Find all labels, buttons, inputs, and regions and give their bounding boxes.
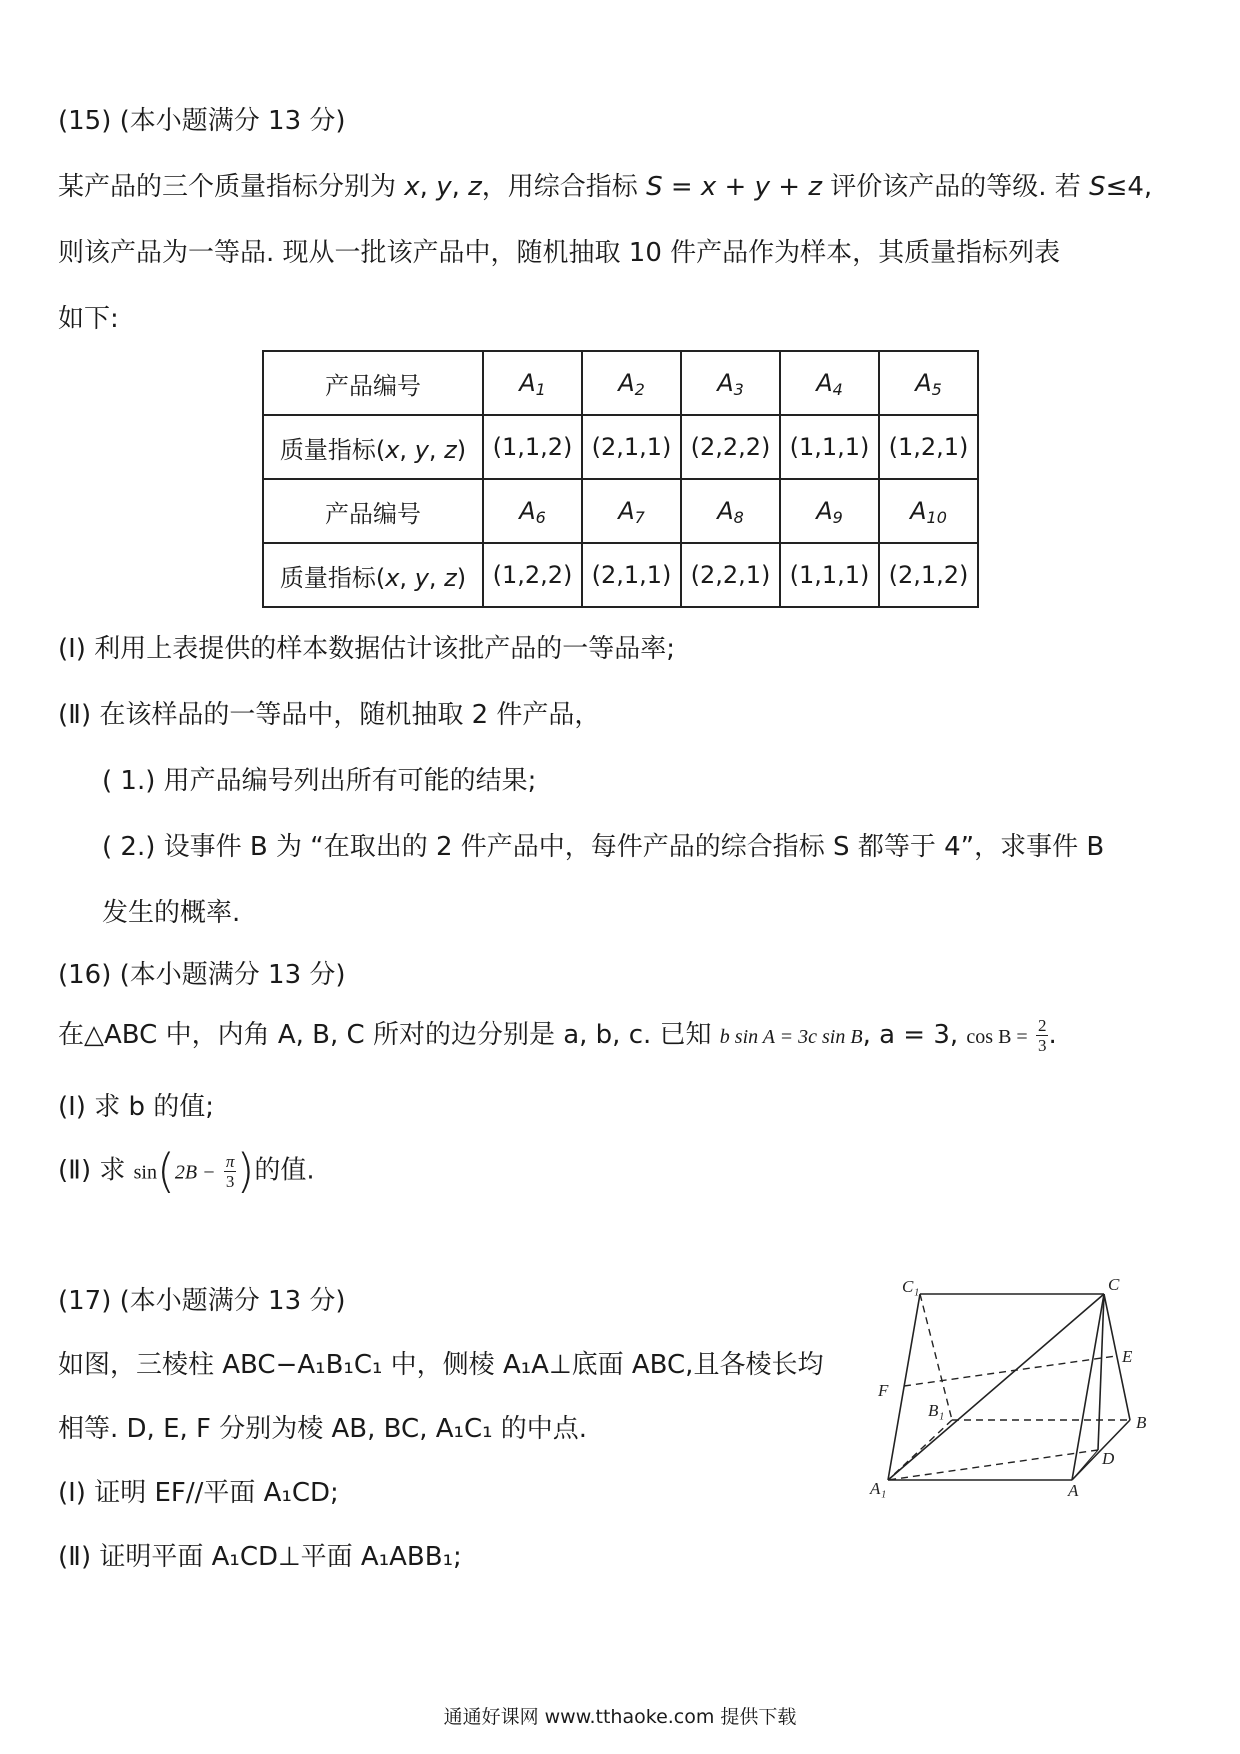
label-E: E <box>1122 1347 1133 1366</box>
product-id-cell: $A_3$ <box>681 351 780 415</box>
quality-cell: (2,1,1) <box>582 543 681 607</box>
product-id-cell: $A_1$ <box>483 351 582 415</box>
product-id-cell: $A_4$ <box>780 351 879 415</box>
quality-cell: (1,1,1) <box>780 415 879 479</box>
table-header-id: 产品编号 <box>263 351 483 415</box>
cos-fraction: $\frac{2}{3}$ <box>1037 1016 1047 1055</box>
quality-cell: (1,2,2) <box>483 543 582 607</box>
quality-cell: (2,2,2) <box>681 415 780 479</box>
table-row <box>263 351 978 415</box>
table-row <box>263 479 978 543</box>
prism-figure <box>860 1268 1170 1518</box>
product-id-cell: $A_7$ <box>582 479 681 543</box>
footer: 通通好课网 www.tthaoke.com 提供下载 <box>443 1706 797 1728</box>
table-header-id: 产品编号 <box>263 479 483 543</box>
q17-body-line2: 相等. D, E, F 分别为棱 AB, BC, A₁C₁ 的中点. <box>58 1414 588 1444</box>
quality-cell: (1,2,1) <box>879 415 978 479</box>
given-equation: b sin A = 3c sin B <box>719 1026 863 1048</box>
product-id-cell: $A_8$ <box>681 479 780 543</box>
label-B1: B₁ <box>928 1401 945 1420</box>
product-id-cell: $A_{10}$ <box>879 479 978 543</box>
quality-cell: (2,1,2) <box>879 543 978 607</box>
label-A: A <box>1068 1481 1079 1500</box>
q15-part1: (Ⅰ) 利用上表提供的样本数据估计该批产品的一等品率; <box>58 634 675 664</box>
pi-fraction: $\frac{\pi}{3}$ <box>225 1151 235 1191</box>
table-row <box>263 543 978 607</box>
q17-header: (17) (本小题满分 13 分) <box>58 1286 346 1316</box>
q15-part2-1: ( 1.) 用产品编号列出所有可能的结果; <box>102 766 537 796</box>
q16-part1: (Ⅰ) 求 b 的值; <box>58 1092 215 1122</box>
q15-intro-line1: 某产品的三个质量指标分别为 x, y, z，用综合指标 S = x + y + z 评价该产品的等级. 若 S≤4, <box>58 172 1153 202</box>
table-header-quality: 质量指标(x, y, z) <box>263 415 483 479</box>
quality-cell: (2,1,1) <box>582 415 681 479</box>
q15-part2-2-cont: 发生的概率. <box>102 898 241 928</box>
product-id-cell: $A_6$ <box>483 479 582 543</box>
quality-table <box>262 350 979 608</box>
label-C1: C₁ <box>902 1277 920 1296</box>
table-row <box>263 415 978 479</box>
label-B: B <box>1136 1413 1147 1432</box>
q15-part2-2: ( 2.) 设事件 B 为 “在取出的 2 件产品中，每件产品的综合指标 S 都等于 4”，求事件 B <box>102 832 1105 862</box>
q15-intro-line2: 则该产品为一等品. 现从一批该产品中，随机抽取 10 件产品作为样本，其质量指标列表 <box>58 238 1061 268</box>
q17-part1: (Ⅰ) 证明 EF//平面 A₁CD; <box>58 1478 339 1508</box>
label-A1: A₁ <box>870 1479 887 1498</box>
q15-intro-line3: 如下: <box>58 304 119 334</box>
quality-cell: (1,1,2) <box>483 415 582 479</box>
q17-part2: (Ⅱ) 证明平面 A₁CD⊥平面 A₁ABB₁; <box>58 1542 462 1572</box>
quality-cell: (1,1,1) <box>780 543 879 607</box>
label-C: C <box>1108 1275 1120 1294</box>
label-F: F <box>878 1381 889 1400</box>
table-header-quality: 质量指标(x, y, z) <box>263 543 483 607</box>
label-D: D <box>1102 1449 1115 1468</box>
product-id-cell: $A_5$ <box>879 351 978 415</box>
product-id-cell: $A_9$ <box>780 479 879 543</box>
q16-given: 在△ABC 中，内角 A, B, C 所对的边分别是 a, b, c. 已知 b sin A = 3c sin B, a = 3, cos B = $\frac{2}{3}$ . <box>58 1016 1057 1055</box>
q17-body-line1: 如图，三棱柱 ABC−A₁B₁C₁ 中，侧棱 A₁A⊥底面 ABC,且各棱长均 <box>58 1350 824 1380</box>
product-id-cell: $A_2$ <box>582 351 681 415</box>
q16-header: (16) (本小题满分 13 分) <box>58 960 346 990</box>
q15-header: (15) (本小题满分 13 分) <box>58 106 346 136</box>
q16-part2: (Ⅱ) 求 sin(2B − $\frac{\pi}{3}$ )的值. <box>58 1144 315 1198</box>
quality-cell: (2,2,1) <box>681 543 780 607</box>
q15-part2: (Ⅱ) 在该样品的一等品中，随机抽取 2 件产品， <box>58 700 601 730</box>
